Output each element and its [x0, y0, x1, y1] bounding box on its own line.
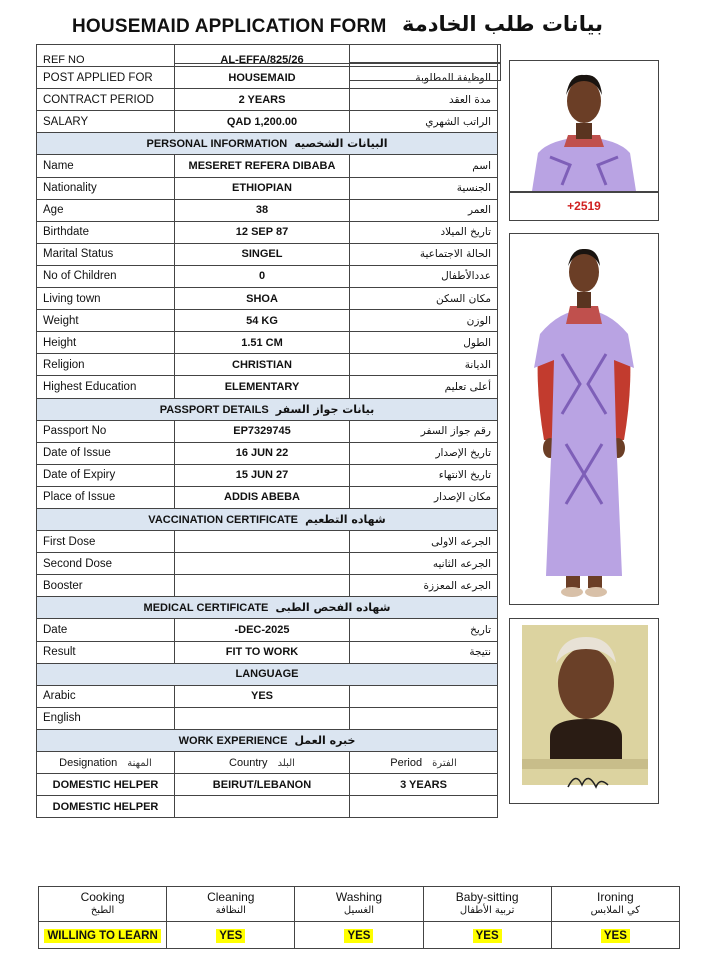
row-label-arabic: تاريخ الميلاد — [350, 221, 498, 243]
passport-portrait-icon — [510, 619, 658, 803]
row-value: YES — [175, 685, 350, 707]
row-empty — [350, 707, 498, 729]
row-label: Date — [37, 619, 175, 641]
personal-row — [37, 310, 498, 332]
row-value: QAD 1,200.00 — [175, 111, 350, 133]
phone-number: +2519 — [509, 192, 659, 221]
row-label: Religion — [37, 354, 175, 376]
section-title: WORK EXPERIENCE — [178, 734, 288, 747]
row-label: Name — [37, 155, 175, 177]
row-label-arabic: تاريخ الإصدار — [350, 442, 498, 464]
experience-columns — [37, 752, 498, 774]
row-value: 16 JUN 22 — [175, 442, 350, 464]
personal-row — [37, 354, 498, 376]
section-title-arabic: بيانات جواز السفر — [275, 402, 375, 416]
row-value — [175, 531, 350, 553]
row-label-arabic: الحالة الاجتماعية — [350, 243, 498, 265]
skill-value-cleaning: YES — [167, 922, 295, 949]
experience-header — [37, 729, 498, 751]
row-label: Living town — [37, 288, 175, 310]
row-value: SINGEL — [175, 243, 350, 265]
skill-value-cooking: WILLING TO LEARN — [39, 922, 167, 949]
row-value — [175, 575, 350, 597]
passport-photo — [509, 618, 659, 804]
skills-header-row — [39, 887, 680, 922]
row-label-arabic: تاريخ الانتهاء — [350, 464, 498, 486]
row-label-arabic: أعلى تعليم — [350, 376, 498, 398]
row-value: HOUSEMAID — [175, 67, 350, 89]
row-label-arabic: رقم جواز السفر — [350, 420, 498, 442]
skill-value-baby-sitting: YES — [423, 922, 551, 949]
row-label: First Dose — [37, 531, 175, 553]
personal-info-header — [37, 133, 498, 155]
skill-cleaning: Cleaning النظافة — [167, 887, 295, 922]
row-label-arabic: الوزن — [350, 310, 498, 332]
form-title-arabic: بيانات طلب الخادمة — [402, 12, 604, 36]
row-value: 15 JUN 27 — [175, 464, 350, 486]
row-value: 38 — [175, 199, 350, 221]
row-label: Date of Expiry — [37, 464, 175, 486]
personal-row — [37, 221, 498, 243]
full-body-figure-icon — [510, 234, 658, 604]
row-value: 0 — [175, 265, 350, 287]
row-period: 3 YEARS — [350, 774, 498, 796]
job-row — [37, 111, 498, 133]
personal-row — [37, 332, 498, 354]
row-value: CHRISTIAN — [175, 354, 350, 376]
passport-row — [37, 486, 498, 508]
row-label-arabic: الجرعه الاولى — [350, 531, 498, 553]
row-label: Place of Issue — [37, 486, 175, 508]
full-body-photo — [509, 233, 659, 605]
row-label-arabic: الوظيفة المطلوبة — [350, 67, 498, 89]
row-label: English — [37, 707, 175, 729]
row-label-arabic: الجرعه المعززة — [350, 575, 498, 597]
experience-row — [37, 774, 498, 796]
row-value: FIT TO WORK — [175, 641, 350, 663]
row-country: BEIRUT/LEBANON — [175, 774, 350, 796]
personal-row — [37, 243, 498, 265]
ref-right-box — [349, 62, 501, 81]
row-label: Result — [37, 641, 175, 663]
skill-ironing: Ironing كي الملابس — [551, 887, 679, 922]
section-title-arabic: البيانات الشخصيه — [294, 137, 388, 151]
row-label: Passport No — [37, 420, 175, 442]
skill-baby-sitting: Baby-sitting تربية الأطفال — [423, 887, 551, 922]
row-label: Birthdate — [37, 221, 175, 243]
personal-row — [37, 265, 498, 287]
person-portrait-icon — [510, 61, 658, 191]
medical-row — [37, 641, 498, 663]
row-value: ETHIOPIAN — [175, 177, 350, 199]
section-title-arabic: شهاده الفحص الطبى — [275, 601, 391, 615]
medical-header — [37, 597, 498, 619]
column-period: Period الفترة — [350, 752, 498, 774]
row-label: Age — [37, 199, 175, 221]
skills-value-row — [39, 922, 680, 949]
row-label: Weight — [37, 310, 175, 332]
column-country: Country البلد — [175, 752, 350, 774]
row-value: SHOA — [175, 288, 350, 310]
row-empty — [350, 685, 498, 707]
section-title: LANGUAGE — [235, 668, 299, 681]
vaccination-row — [37, 531, 498, 553]
row-label-arabic: الراتب الشهري — [350, 111, 498, 133]
row-label: Second Dose — [37, 553, 175, 575]
ref-top-box — [174, 44, 501, 64]
row-label: POST APPLIED FOR — [37, 67, 175, 89]
row-label-arabic: تاريخ — [350, 619, 498, 641]
row-label-arabic: مكان الإصدار — [350, 486, 498, 508]
row-label-arabic: مدة العقد — [350, 89, 498, 111]
passport-row — [37, 442, 498, 464]
vaccination-row — [37, 575, 498, 597]
column-designation: Designation المهنة — [37, 752, 175, 774]
row-label: Date of Issue — [37, 442, 175, 464]
row-value: MESERET REFERA DIBABA — [175, 155, 350, 177]
row-label-arabic: عددالأطفال — [350, 265, 498, 287]
passport-row — [37, 464, 498, 486]
row-value: 2 YEARS — [175, 89, 350, 111]
ref-label: REF NO — [37, 45, 175, 67]
ref-value: AL-EFFA/825/26 — [175, 45, 350, 67]
row-label: SALARY — [37, 111, 175, 133]
row-label-arabic: الجنسية — [350, 177, 498, 199]
skills-table — [38, 886, 680, 949]
skill-value-washing: YES — [295, 922, 423, 949]
row-label: No of Children — [37, 265, 175, 287]
row-label-arabic: اسم — [350, 155, 498, 177]
personal-row — [37, 288, 498, 310]
row-label: Highest Education — [37, 376, 175, 398]
passport-header — [37, 398, 498, 420]
row-value: 1.51 CM — [175, 332, 350, 354]
row-label: Marital Status — [37, 243, 175, 265]
skill-value-ironing: YES — [551, 922, 679, 949]
language-header — [37, 663, 498, 685]
row-label-arabic: مكان السكن — [350, 288, 498, 310]
passport-row — [37, 420, 498, 442]
personal-row — [37, 177, 498, 199]
job-row — [37, 89, 498, 111]
row-label-arabic: الجرعه الثانيه — [350, 553, 498, 575]
application-table — [36, 44, 498, 818]
row-designation: DOMESTIC HELPER — [37, 774, 175, 796]
row-value — [175, 553, 350, 575]
row-value: -DEC-2025 — [175, 619, 350, 641]
skill-cooking: Cooking الطبخ — [39, 887, 167, 922]
row-value: ELEMENTARY — [175, 376, 350, 398]
personal-row — [37, 376, 498, 398]
row-label-arabic: العمر — [350, 199, 498, 221]
row-label: Height — [37, 332, 175, 354]
row-value: ADDIS ABEBA — [175, 486, 350, 508]
row-value — [175, 707, 350, 729]
row-designation: DOMESTIC HELPER — [37, 796, 175, 818]
row-value: 12 SEP 87 — [175, 221, 350, 243]
row-value: EP7329745 — [175, 420, 350, 442]
section-title: VACCINATION CERTIFICATE — [148, 514, 299, 527]
form-title: HOUSEMAID APPLICATION FORM — [72, 16, 387, 37]
row-label-arabic: الديانة — [350, 354, 498, 376]
language-row — [37, 707, 498, 729]
skill-washing: Washing الغسيل — [295, 887, 423, 922]
personal-row — [37, 155, 498, 177]
row-label-arabic: نتيجة — [350, 641, 498, 663]
row-label: Booster — [37, 575, 175, 597]
medical-row — [37, 619, 498, 641]
row-country — [175, 796, 350, 818]
row-label: Arabic — [37, 685, 175, 707]
row-period — [350, 796, 498, 818]
experience-row — [37, 796, 498, 818]
personal-row — [37, 199, 498, 221]
section-title: PASSPORT DETAILS — [159, 403, 269, 416]
vaccination-header — [37, 508, 498, 530]
row-label: CONTRACT PERIOD — [37, 89, 175, 111]
vaccination-row — [37, 553, 498, 575]
section-title-arabic: خبره العمل — [294, 733, 356, 747]
section-title-arabic: شهاده التطعيم — [305, 513, 386, 527]
row-value: 54 KG — [175, 310, 350, 332]
headshot-photo — [509, 60, 659, 192]
section-title: PERSONAL INFORMATION — [146, 138, 288, 151]
language-row — [37, 685, 498, 707]
row-label-arabic: الطول — [350, 332, 498, 354]
section-title: MEDICAL CERTIFICATE — [143, 602, 269, 615]
row-label: Nationality — [37, 177, 175, 199]
